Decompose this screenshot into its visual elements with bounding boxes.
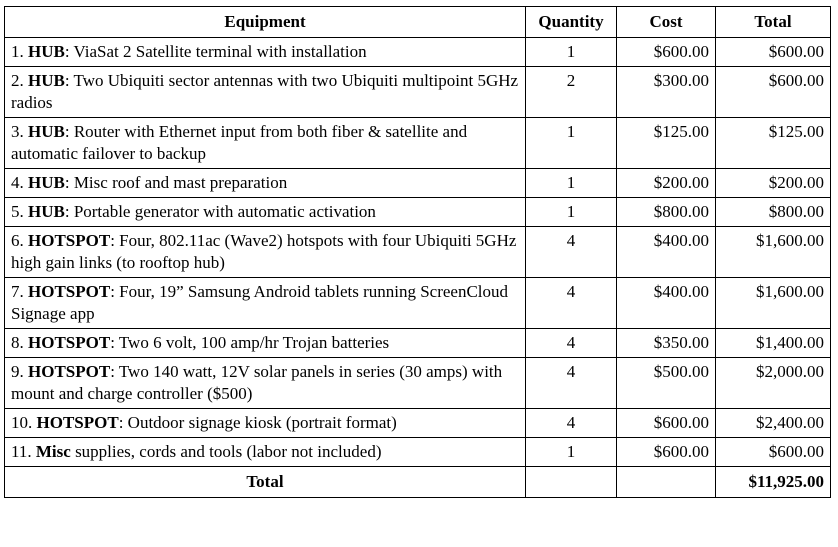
total-cost-empty (617, 467, 716, 498)
table-row (5, 118, 831, 169)
total-row (5, 467, 831, 498)
item-number: 10. (11, 413, 33, 432)
cost-cell: $400.00 (617, 278, 716, 329)
cost-cell: $800.00 (617, 198, 716, 227)
table-row (5, 198, 831, 227)
item-category: HUB (28, 173, 65, 192)
table-row (5, 438, 831, 467)
equipment-cell (5, 118, 526, 169)
item-category: HUB (28, 202, 65, 221)
item-number: 3. (11, 122, 24, 141)
item-number: 5. (11, 202, 24, 221)
total-cell: $600.00 (716, 67, 831, 118)
quantity-cell: 1 (526, 438, 617, 467)
table-row (5, 409, 831, 438)
item-number: 11. (11, 442, 32, 461)
equipment-cell (5, 438, 526, 467)
grand-total-value: $11,925.00 (716, 467, 831, 498)
table-row (5, 227, 831, 278)
quantity-cell: 1 (526, 169, 617, 198)
item-number: 6. (11, 231, 24, 250)
item-description: : Four, 802.11ac (Wave2) hotspots with four Ubiquiti 5GHz high gain links (to rooftop hub) (11, 231, 517, 272)
equipment-cell (5, 227, 526, 278)
equipment-cell (5, 38, 526, 67)
equipment-cell (5, 169, 526, 198)
quantity-cell: 4 (526, 329, 617, 358)
quantity-cell: 2 (526, 67, 617, 118)
table-body (5, 38, 831, 467)
item-description: supplies, cords and tools (labor not included) (70, 442, 382, 461)
equipment-cell (5, 358, 526, 409)
item-category: HUB (28, 122, 65, 141)
quantity-cell: 4 (526, 278, 617, 329)
equipment-cell (5, 198, 526, 227)
cost-cell: $300.00 (617, 67, 716, 118)
cost-cell: $200.00 (617, 169, 716, 198)
quantity-cell: 1 (526, 118, 617, 169)
table-row (5, 358, 831, 409)
total-label: Total (5, 467, 526, 498)
item-category: HOTSPOT (28, 282, 111, 301)
equipment-cell (5, 278, 526, 329)
equipment-cost-table (4, 6, 831, 498)
item-number: 7. (11, 282, 24, 301)
total-qty-empty (526, 467, 617, 498)
total-cell: $600.00 (716, 38, 831, 67)
item-category: HUB (28, 71, 65, 90)
cost-cell: $350.00 (617, 329, 716, 358)
total-cell: $600.00 (716, 438, 831, 467)
total-cell: $1,600.00 (716, 227, 831, 278)
table-row (5, 38, 831, 67)
quantity-cell: 1 (526, 198, 617, 227)
item-number: 2. (11, 71, 24, 90)
total-cell: $2,000.00 (716, 358, 831, 409)
item-category: HUB (28, 42, 65, 61)
equipment-table-wrapper (4, 6, 831, 498)
item-description: : Misc roof and mast preparation (64, 173, 288, 192)
item-number: 9. (11, 362, 24, 381)
item-description: : Four, 19” Samsung Android tablets running ScreenCloud Signage app (11, 282, 509, 323)
item-category: HOTSPOT (28, 333, 111, 352)
item-number: 8. (11, 333, 24, 352)
quantity-cell: 4 (526, 358, 617, 409)
quantity-cell: 4 (526, 227, 617, 278)
item-category: HOTSPOT (28, 362, 111, 381)
quantity-cell: 1 (526, 38, 617, 67)
cost-cell: $600.00 (617, 438, 716, 467)
cost-cell: $500.00 (617, 358, 716, 409)
item-description: : Two 140 watt, 12V solar panels in series (30 amps) with mount and charge controller ($500) (11, 362, 503, 403)
item-description: : ViaSat 2 Satellite terminal with installation (64, 42, 367, 61)
table-row (5, 67, 831, 118)
item-category: Misc (35, 442, 71, 461)
header-quantity: Quantity (526, 7, 617, 38)
total-cell: $125.00 (716, 118, 831, 169)
cost-cell: $125.00 (617, 118, 716, 169)
item-description: : Outdoor signage kiosk (portrait format) (118, 413, 397, 432)
total-cell: $2,400.00 (716, 409, 831, 438)
total-cell: $200.00 (716, 169, 831, 198)
table-row (5, 278, 831, 329)
item-number: 4. (11, 173, 24, 192)
equipment-cell (5, 329, 526, 358)
item-description: : Portable generator with automatic activation (64, 202, 376, 221)
cost-cell: $600.00 (617, 409, 716, 438)
cost-cell: $400.00 (617, 227, 716, 278)
item-description: : Two 6 volt, 100 amp/hr Trojan batteries (110, 333, 390, 352)
equipment-cell (5, 409, 526, 438)
table-row (5, 169, 831, 198)
table-row (5, 329, 831, 358)
item-number: 1. (11, 42, 24, 61)
cost-cell: $600.00 (617, 38, 716, 67)
item-category: HOTSPOT (36, 413, 119, 432)
total-cell: $800.00 (716, 198, 831, 227)
header-equipment: Equipment (5, 7, 526, 38)
table-header-row (5, 7, 831, 38)
header-cost: Cost (617, 7, 716, 38)
item-description: : Router with Ethernet input from both fiber & satellite and automatic failover to backup (11, 122, 468, 163)
total-cell: $1,600.00 (716, 278, 831, 329)
equipment-cell (5, 67, 526, 118)
item-description: : Two Ubiquiti sector antennas with two Ubiquiti multipoint 5GHz radios (11, 71, 519, 112)
header-total: Total (716, 7, 831, 38)
item-category: HOTSPOT (28, 231, 111, 250)
quantity-cell: 4 (526, 409, 617, 438)
total-cell: $1,400.00 (716, 329, 831, 358)
